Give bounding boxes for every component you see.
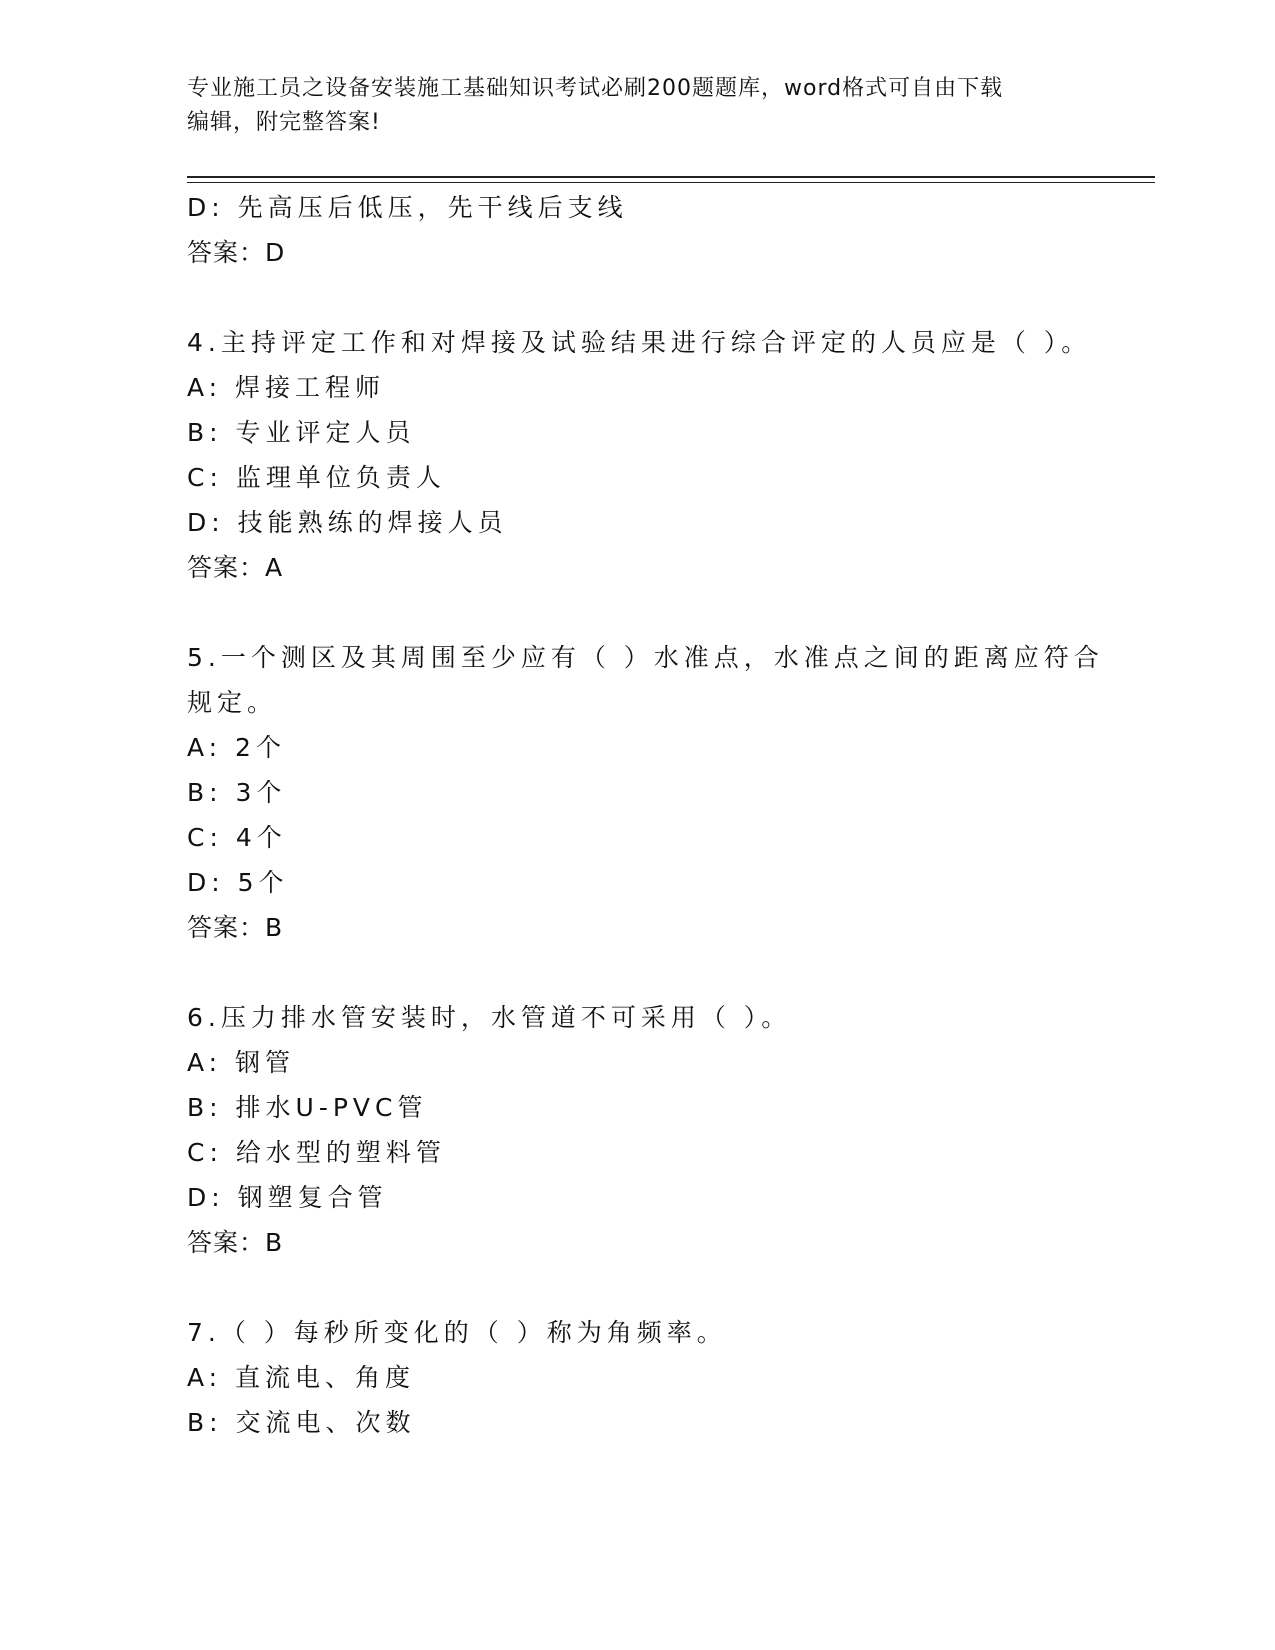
q5-option-d: D: 5个 [187,868,289,897]
q4-answer: 答案：A [187,553,284,582]
header-divider-thick [187,176,1155,178]
q5-option-a: A: 2个 [187,733,286,762]
q5-answer: 答案：B [187,913,284,942]
header-title-line-2: 编辑，附完整答案! [187,110,381,135]
q5-option-c: C: 4个 [187,823,287,852]
header-divider-thin [187,182,1155,183]
header-title-line-1: 专业施工员之设备安装施工基础知识考试必刷200题题库，word格式可自由下载 [187,76,1004,101]
q6-option-c: C: 给水型的塑料管 [187,1138,446,1167]
q5-question-line-1: 5.一个测区及其周围至少应有（ ）水准点，水准点之间的距离应符合 [187,643,1104,672]
q6-answer: 答案：B [187,1228,284,1257]
q4-option-b: B: 专业评定人员 [187,418,416,447]
q5-option-b: B: 3个 [187,778,287,807]
q6-option-a: A: 钢管 [187,1048,296,1077]
q7-option-b: B: 交流电、次数 [187,1408,416,1437]
q5-question-line-2: 规定。 [187,688,278,717]
q4-option-d: D: 技能熟练的焊接人员 [187,508,508,537]
document-header [187,72,1087,140]
q6-question: 6.压力排水管安装时，水管道不可采用（ ）。 [187,1003,792,1032]
q4-option-a: A: 焊接工程师 [187,373,386,402]
q7-question: 7.（ ）每秒所变化的（ ）称为角频率。 [187,1318,727,1347]
q7-option-a: A: 直流电、角度 [187,1363,416,1392]
q3-answer: 答案：D [187,238,286,267]
q4-question: 4.主持评定工作和对焊接及试验结果进行综合评定的人员应是（ ）。 [187,328,1092,357]
q3-option-d: D: 先高压后低压，先干线后支线 [187,193,628,222]
q4-option-c: C: 监理单位负责人 [187,463,446,492]
q6-option-b: B: 排水U-PVC管 [187,1093,428,1122]
q6-option-d: D: 钢塑复合管 [187,1183,388,1212]
